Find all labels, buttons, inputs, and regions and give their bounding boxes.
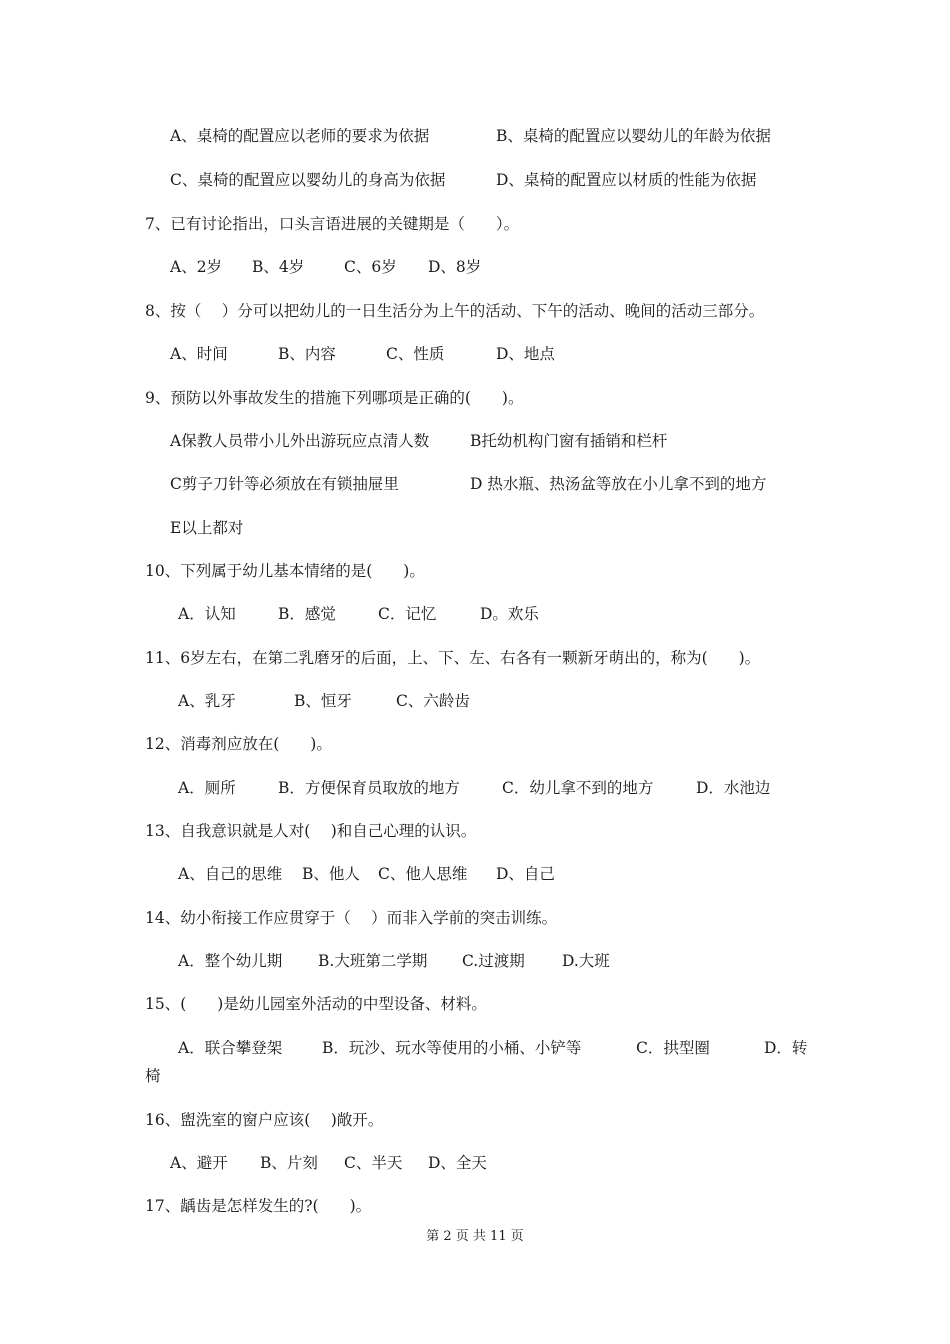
q13-option-c: C、他人思维 [378,865,468,883]
q6-option-d: D、桌椅的配置应以材质的性能为依据 [496,171,757,189]
q12-stem: 12、消毒剂应放在( )。 [145,735,332,753]
q16-option-d: D、全天 [428,1154,487,1172]
q13-option-a: A、自己的思维 [178,865,283,883]
q7-option-a: A、2岁 [170,258,223,276]
q11-option-a: A、乳牙 [178,692,236,710]
q13-option-d: D、自己 [496,865,555,883]
q12-option-c: C．幼儿拿不到的地方 [502,779,654,797]
q10-option-a: A．认知 [178,605,236,623]
q8-option-b: B、内容 [278,345,336,363]
q10-option-c: C．记忆 [378,605,437,623]
q8-option-a: A、时间 [170,345,228,363]
q16-stem: 16、盥洗室的窗户应该( )敞开。 [145,1111,384,1129]
q16-option-a: A、避开 [170,1154,228,1172]
q12-option-d: D．水池边 [696,779,771,797]
q9-stem: 9、预防以外事故发生的措施下列哪项是正确的( )。 [145,389,524,407]
q8-stem: 8、按（ ）分可以把幼儿的一日生活分为上午的活动、下午的活动、晚间的活动三部分。 [145,302,765,320]
q7-option-c: C、6岁 [344,258,397,276]
q11-option-c: C、六龄齿 [396,692,470,710]
q9-option-d: D 热水瓶、热汤盆等放在小儿拿不到的地方 [470,475,767,493]
q15-option-a: A．联合攀登架 [178,1039,283,1057]
q10-option-d: D。欢乐 [480,605,539,623]
q14-option-c: C.过渡期 [462,952,525,970]
q9-option-c: C剪子刀针等必须放在有锁抽屉里 [170,475,399,493]
q7-stem: 7、已有讨论指出，口头言语进展的关键期是（ ）。 [145,215,520,233]
q12-option-a: A．厕所 [178,779,236,797]
q11-option-b: B、恒牙 [294,692,352,710]
q15-stem: 15、( )是幼儿园室外活动的中型设备、材料。 [145,995,487,1013]
q6-option-a: A、桌椅的配置应以老师的要求为依据 [170,127,430,145]
q15-option-d: D．转 [764,1039,808,1057]
q13-stem: 13、自我意识就是人对( )和自己心理的认识。 [145,822,477,840]
q6-option-c: C、桌椅的配置应以婴幼儿的身高为依据 [170,171,446,189]
q16-option-b: B、片刻 [260,1154,318,1172]
q8-option-d: D、地点 [496,345,555,363]
q10-stem: 10、下列属于幼儿基本情绪的是( )。 [145,562,425,580]
q6-option-b: B、桌椅的配置应以婴幼儿的年龄为依据 [496,127,771,145]
q14-option-d: D.大班 [562,952,610,970]
q9-option-a: A保教人员带小儿外出游玩应点清人数 [170,432,430,450]
q9-option-e: E以上都对 [170,519,244,537]
q15-option-d-wrap: 椅 [145,1067,161,1085]
q7-option-d: D、8岁 [428,258,482,276]
q17-stem: 17、龋齿是怎样发生的?( )。 [145,1197,372,1215]
q14-stem: 14、幼小衔接工作应贯穿于（ ）而非入学前的突击训练。 [145,909,558,927]
q10-option-b: B．感觉 [278,605,336,623]
q13-option-b: B、他人 [302,865,360,883]
q14-option-a: A．整个幼儿期 [178,952,283,970]
page-number-footer: 第 2 页 共 11 页 [426,1229,524,1244]
q14-option-b: B.大班第二学期 [318,952,428,970]
q15-option-c: C．拱型圈 [636,1039,710,1057]
q16-option-c: C、半天 [344,1154,403,1172]
q15-option-b: B．玩沙、玩水等使用的小桶、小铲等 [322,1039,582,1057]
q7-option-b: B、4岁 [252,258,305,276]
q11-stem: 11、6岁左右，在第二乳磨牙的后面，上、下、左、右各有一颗新牙萌出的，称为( )。 [145,649,761,667]
q8-option-c: C、性质 [386,345,445,363]
q12-option-b: B．方便保育员取放的地方 [278,779,460,797]
q9-option-b: B托幼机构门窗有插销和栏杆 [470,432,668,450]
